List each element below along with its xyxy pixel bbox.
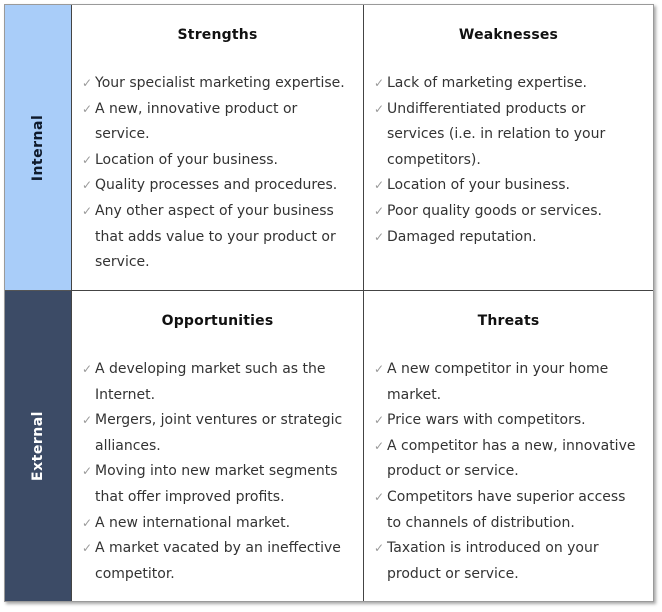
list-item <box>374 173 643 199</box>
list-item-text: Damaged reputation. <box>387 228 537 245</box>
checkmark-icon: ✓ <box>374 438 385 453</box>
weaknesses-list <box>374 71 643 250</box>
list-item-text: Quality processes and procedures. <box>95 177 338 194</box>
list-item-text: A competitor has a new, innovative product or service. <box>387 437 636 480</box>
strengths-list <box>82 71 353 276</box>
checkmark-icon: ✓ <box>82 541 93 556</box>
list-item <box>374 357 643 408</box>
list-item-text: Price wars with competitors. <box>387 412 586 429</box>
list-item <box>82 71 353 97</box>
checkmark-icon: ✓ <box>82 101 93 116</box>
threats-title: Threats <box>477 313 540 329</box>
weaknesses-quadrant <box>364 5 653 291</box>
list-item <box>374 408 643 434</box>
checkmark-icon: ✓ <box>82 464 93 479</box>
checkmark-icon: ✓ <box>374 203 385 218</box>
threats-list <box>374 357 643 587</box>
checkmark-icon: ✓ <box>82 76 93 90</box>
list-item-text: A new international market. <box>95 514 291 531</box>
list-item-text: Location of your business. <box>95 151 279 168</box>
list-item-text: A developing market such as the Internet. <box>95 361 326 403</box>
list-item <box>374 225 643 251</box>
strengths-quadrant <box>71 5 364 291</box>
opportunities-list <box>82 357 353 587</box>
checkmark-icon: ✓ <box>374 178 385 193</box>
list-item <box>82 408 353 459</box>
list-item <box>82 148 353 174</box>
checkmark-icon: ✓ <box>374 489 385 504</box>
checkmark-icon: ✓ <box>82 515 93 530</box>
list-item-text: Any other aspect of your business that adds value to your product or service. <box>95 202 336 271</box>
list-item-text: Your specialist marketing expertise. <box>95 75 345 91</box>
list-item <box>82 459 353 510</box>
list-item <box>374 434 643 485</box>
list-item <box>374 199 643 225</box>
external-band <box>5 291 71 601</box>
list-item <box>374 71 643 97</box>
checkmark-icon: ✓ <box>374 541 385 556</box>
list-item-text: Taxation is introduced on your product or service. <box>387 540 599 582</box>
list-item-text: Location of your business. <box>387 177 571 194</box>
list-item <box>82 199 353 276</box>
weaknesses-title: Weaknesses <box>458 27 559 43</box>
list-item <box>374 536 643 587</box>
checkmark-icon: ✓ <box>82 203 93 218</box>
list-item-text: Undifferentiated products or services (i.e. in relation to your competitors). <box>387 100 606 168</box>
checkmark-icon: ✓ <box>82 413 93 428</box>
strengths-title: Strengths <box>177 27 258 43</box>
external-label: External <box>30 411 46 481</box>
list-item <box>82 357 353 408</box>
checkmark-icon: ✓ <box>374 362 385 376</box>
list-item-text: Competitors have superior access to channels of distribution. <box>387 488 626 531</box>
list-item-text: A new, innovative product or service. <box>95 100 298 143</box>
internal-band <box>5 5 71 291</box>
list-item-text: Poor quality goods or services. <box>387 202 602 219</box>
list-item <box>82 511 353 537</box>
list-item <box>82 97 353 148</box>
checkmark-icon: ✓ <box>82 178 93 193</box>
list-item <box>82 173 353 199</box>
checkmark-icon: ✓ <box>82 362 93 376</box>
opportunities-quadrant <box>71 291 364 601</box>
checkmark-icon: ✓ <box>374 229 385 244</box>
list-item <box>374 485 643 536</box>
list-item-text: Moving into new market segments that offer improved profits. <box>95 463 338 505</box>
list-item-text: Lack of marketing expertise. <box>387 75 588 91</box>
internal-label: Internal <box>30 114 46 181</box>
checkmark-icon: ✓ <box>82 152 93 167</box>
threats-quadrant <box>364 291 653 601</box>
swot-grid <box>4 4 654 602</box>
checkmark-icon: ✓ <box>374 101 385 116</box>
checkmark-icon: ✓ <box>374 413 385 428</box>
checkmark-icon: ✓ <box>374 76 385 90</box>
list-item-text: A market vacated by an ineffective competitor. <box>95 540 341 582</box>
list-item-text: A new competitor in your home market. <box>387 361 609 403</box>
list-item-text: Mergers, joint ventures or strategic alliances. <box>95 412 343 454</box>
opportunities-title: Opportunities <box>161 313 274 329</box>
list-item <box>374 97 643 174</box>
list-item <box>82 536 353 587</box>
